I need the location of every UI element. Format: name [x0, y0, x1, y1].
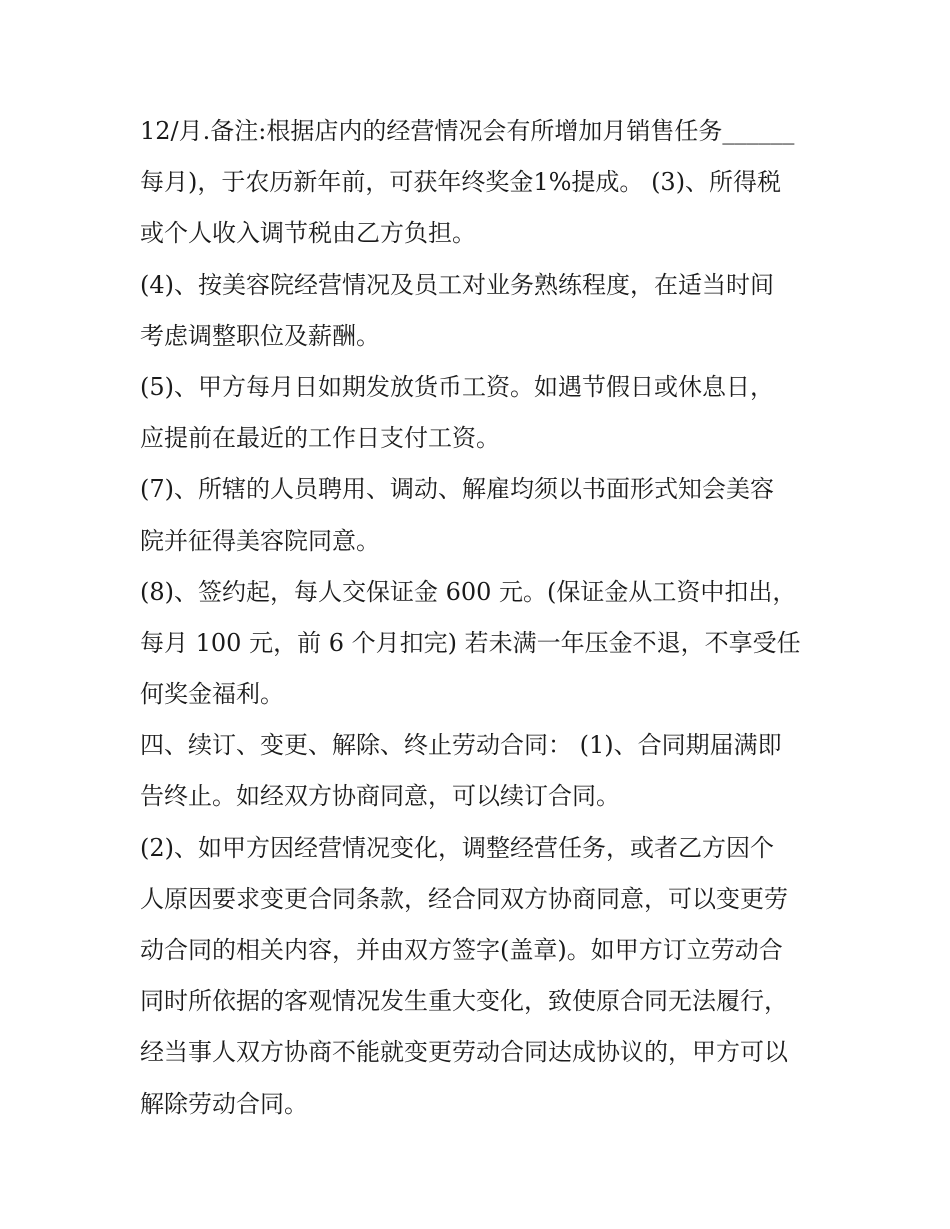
text-line: 四、续订、变更、解除、终止劳动合同： (1)、合同期届满即: [140, 731, 782, 760]
text-line: 每月 100 元，前 6 个月扣完) 若未满一年压金不退，不享受任: [140, 628, 801, 657]
text-line: 或个人收入调节税由乙方负担。: [140, 219, 476, 248]
text-line: 告终止。如经双方协商同意，可以续订合同。: [140, 782, 620, 811]
text-line: 动合同的相关内容，并由双方签字(盖章)。如甲方订立劳动合: [140, 936, 783, 964]
text-line: (7)、所辖的人员聘用、调动、解雇均须以书面形式知会美容: [140, 475, 774, 504]
text-line: (2)、如甲方因经营情况变化，调整经营任务，或者乙方因个: [140, 833, 774, 862]
text-line: (4)、按美容院经营情况及员工对业务熟练程度，在适当时间: [140, 270, 774, 299]
text-line: 同时所依据的客观情况发生重大变化，致使原合同无法履行，: [140, 987, 788, 1016]
text-line: 何奖金福利。: [140, 680, 284, 709]
text-line: 人原因要求变更合同条款，经合同双方协商同意，可以变更劳: [140, 884, 788, 913]
text-line: 每月)，于农历新年前，可获年终奖金1%提成。 (3)、所得税: [140, 168, 782, 197]
text-line: 院并征得美容院同意。: [140, 526, 380, 555]
text-line: (5)、甲方每月日如期发放货币工资。如遇节假日或休息日，: [140, 372, 774, 401]
text-line: 经当事人双方协商不能就变更劳动合同达成协议的，甲方可以: [140, 1038, 788, 1067]
text-line: 解除劳动合同。: [140, 1089, 308, 1118]
text-line: 考虑调整职位及薪酬。: [140, 321, 380, 350]
text-line: 12/月.备注:根据店内的经营情况会有所增加月销售任务______: [140, 117, 795, 145]
contract-text: [140, 106, 820, 1130]
text-line: 应提前在最近的工作日支付工资。: [140, 424, 500, 453]
text-line: (8)、签约起，每人交保证金 600 元。(保证金从工资中扣出，: [140, 577, 797, 606]
